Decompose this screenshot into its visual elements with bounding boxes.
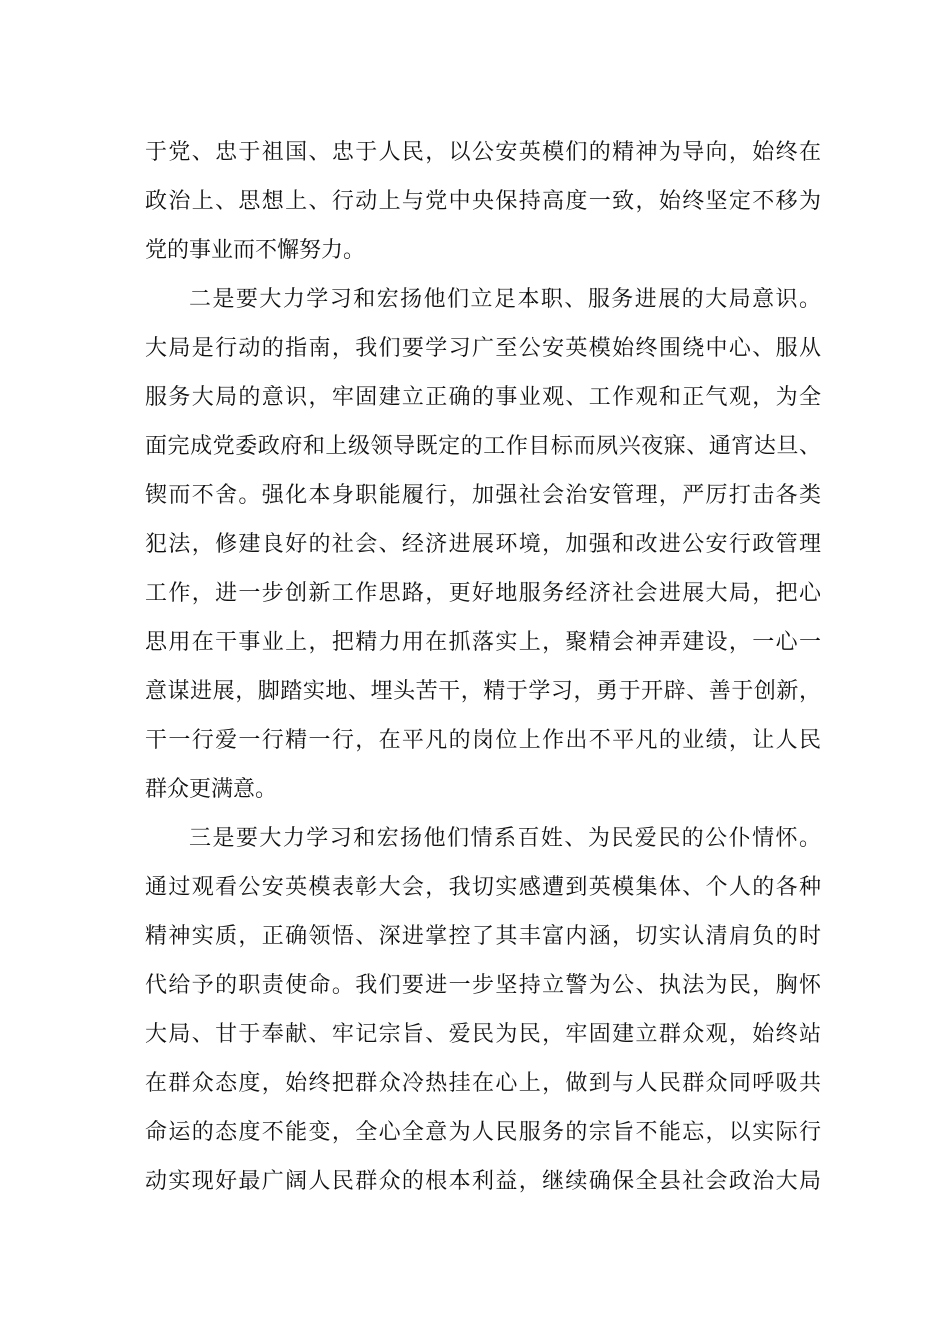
text-line: 工作，进一步创新工作思路，更好地服务经济社会进展大局，把心 <box>145 581 821 606</box>
text-line: 犯法，修建良好的社会、经济进展环境，加强和改进公安行政管理 <box>145 532 821 557</box>
paragraph <box>145 814 821 1206</box>
text-line: 命运的态度不能变，全心全意为人民服务的宗旨不能忘，以实际行 <box>145 1120 821 1145</box>
text-line: 代给予的职责使命。我们要进一步坚持立警为公、执法为民，胸怀 <box>145 973 821 998</box>
text-line: 服务大局的意识，牢固建立正确的事业观、工作观和正气观，为全 <box>145 385 821 410</box>
text-line: 大局是行动的指南，我们要学习广至公安英模始终围绕中心、服从 <box>145 336 821 361</box>
text-line: 精神实质，正确领悟、深进掌控了其丰富内涵，切实认清肩负的时 <box>145 924 821 949</box>
text-line: 锲而不舍。强化本身职能履行，加强社会治安管理，严厉打击各类 <box>145 483 821 508</box>
text-line: 大局、甘于奉献、牢记宗旨、爱民为民，牢固建立群众观，始终站 <box>145 1022 821 1047</box>
text-line: 政治上、思想上、行动上与党中央保持高度一致，始终坚定不移为 <box>145 189 821 214</box>
text-line: 通过观看公安英模表彰大会，我切实感遭到英模集体、个人的各种 <box>145 875 821 900</box>
text-line: 思用在干事业上，把精力用在抓落实上，聚精会神弄建设，一心一 <box>145 630 821 655</box>
paragraph <box>145 128 821 275</box>
text-line: 党的事业而不懈努力。 <box>145 238 366 263</box>
text-line: 动实现好最广阔人民群众的根本利益，继续确保全县社会政治大局 <box>145 1169 821 1194</box>
text-line: 群众更满意。 <box>145 777 278 802</box>
text-line: 三是要大力学习和宏扬他们情系百姓、为民爱民的公仆情怀。 <box>189 826 821 851</box>
text-line: 意谋进展，脚踏实地、埋头苦干，精于学习，勇于开辟、善于创新， <box>145 679 821 704</box>
text-line: 二是要大力学习和宏扬他们立足本职、服务进展的大局意识。 <box>189 287 821 312</box>
text-line: 干一行爱一行精一行，在平凡的岗位上作出不平凡的业绩，让人民 <box>145 728 821 753</box>
text-line: 在群众态度，始终把群众冷热挂在心上，做到与人民群众同呼吸共 <box>145 1071 821 1096</box>
document-body <box>145 128 821 1206</box>
paragraph <box>145 275 821 814</box>
text-line: 面完成党委政府和上级领导既定的工作目标而夙兴夜寐、通宵达旦、 <box>145 434 821 459</box>
text-line: 于党、忠于祖国、忠于人民，以公安英模们的精神为导向，始终在 <box>145 140 821 165</box>
